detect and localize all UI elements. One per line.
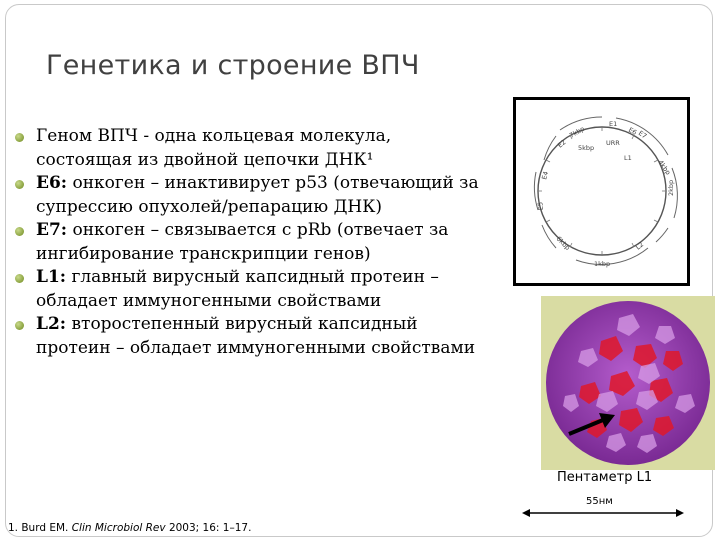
bullet-term: L1: — [36, 267, 67, 287]
bullet-e6 — [14, 172, 484, 219]
bullet-icon — [15, 227, 24, 236]
footnote-journal: Clin Microbiol Rev — [71, 522, 166, 534]
hpv-capsid-image — [541, 296, 715, 470]
genome-label: E2 — [556, 138, 568, 150]
genome-label: E6 — [627, 125, 639, 137]
genome-label: 2kbp — [667, 179, 675, 196]
bullet-text: онкоген – связывается с pRb (отвечает за ингибирование транскрипции генов) — [36, 220, 449, 264]
footnote — [8, 522, 251, 534]
bullet-icon — [15, 321, 24, 330]
bullet-list — [14, 125, 484, 360]
scale-label: 55нм — [586, 496, 613, 507]
slide-title: Генетика и строение ВПЧ — [46, 50, 420, 81]
genome-label: L1 — [624, 154, 632, 162]
footnote-suffix: 2003; 16: 1–17. — [165, 522, 252, 534]
bullet-text: Геном ВПЧ - одна кольцевая молекула, состоящая из двойной цепочки ДНК¹ — [36, 126, 392, 170]
bullet-text: главный вирусный капсидный протеин – обладает иммуногенными свойствами — [36, 267, 439, 311]
bullet-text: онкоген – инактивирует p53 (отвечающий за супрессию опухолей/репарацию ДНК) — [36, 173, 479, 217]
bullet-term: L2: — [36, 314, 67, 334]
genome-label: L2 — [634, 240, 646, 252]
bullet-icon — [15, 274, 24, 283]
genome-label: 4kbp — [656, 158, 673, 177]
bullet-text: второстепенный вирусный капсидный протеин – обладает иммуногенными свойствами — [36, 314, 476, 358]
bullet-e7 — [14, 219, 484, 266]
bullet-icon — [15, 133, 24, 142]
bullet-term: E7: — [36, 220, 68, 240]
genome-label: E7 — [636, 129, 649, 141]
genome-label: 7kbp — [568, 124, 586, 140]
bullet-term: E6: — [36, 173, 68, 193]
bullet-l1 — [14, 266, 484, 313]
figure-caption: Пентаметр L1 — [557, 470, 653, 485]
genome-label: 6kbp — [554, 234, 572, 252]
genome-label: E5 — [536, 201, 545, 211]
genome-label: 1kbp — [594, 260, 611, 268]
genome-label: 5kbp — [578, 144, 595, 152]
bullet-genome — [14, 125, 484, 172]
genome-map — [513, 97, 690, 286]
genome-label: E1 — [609, 120, 618, 128]
genome-label: E4 — [540, 170, 551, 181]
bullet-l2 — [14, 313, 484, 360]
genome-map-diagram — [516, 100, 687, 283]
bullet-icon — [15, 180, 24, 189]
scale-bar — [522, 508, 684, 518]
genome-label: URR — [606, 139, 620, 147]
footnote-prefix: 1. Burd EM. — [8, 522, 72, 534]
